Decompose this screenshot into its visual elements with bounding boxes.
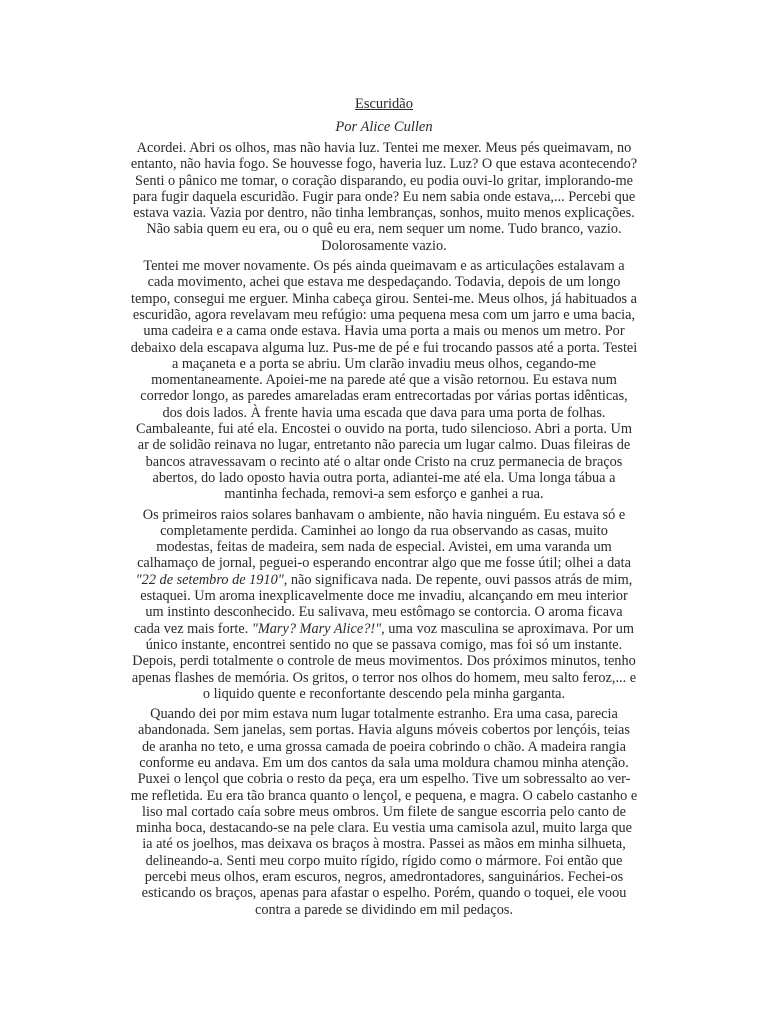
text-line: único instante, encontrei sentido no que se passava comigo, mas foi só um instante. <box>145 636 623 653</box>
paragraph <box>100 140 668 254</box>
document-body <box>100 140 668 918</box>
text-line: escuridão, agora revelavam meu refúgio: uma pequena mesa com um jarro e uma bacia, <box>132 306 636 323</box>
text-line: um instinto desconhecido. Eu salivava, meu estômago se contorcia. O aroma ficava <box>145 604 623 621</box>
text-line: cada vez mais forte. "Mary? Mary Alice?!", uma voz masculina se aproximava. Por um <box>133 620 635 637</box>
text-line: Dolorosamente vazio. <box>321 237 447 254</box>
text-line: Depois, perdi totalmente o controle de meus movimentos. Dos próximos minutos, tenho <box>132 653 636 670</box>
text-line: "22 de setembro de 1910", não significava nada. De repente, ouvi passos atrás de mim, <box>135 571 633 588</box>
text-line: me refletida. Eu era tão branca quanto o lençol, e pequena, e magra. O cabelo castanho e <box>130 787 638 804</box>
text-line: modestas, feitas de madeira, sem nada de especial. Avistei, em uma varanda um <box>156 539 612 556</box>
text-line: Não sabia quem eu era, ou o quê eu era, nem sequer um nome. Tudo branco, vazio. <box>146 221 622 238</box>
quoted-italic-text: "22 de setembro de 1910" <box>135 571 284 588</box>
text-line: abertos, do lado oposto havia outra porta, adiantei-me até ela. Uma longa tábua a <box>152 469 616 486</box>
text-line: corredor longo, as paredes amareladas eram entrecortadas por várias portas idênticas, <box>140 388 628 405</box>
text-line: Quando dei por mim estava num lugar totalmente estranho. Era uma casa, parecia <box>150 706 618 723</box>
paragraph <box>100 507 668 703</box>
text-line: estaquei. Um aroma inexplicavelmente doce me invadiu, alcançando em meu interior <box>140 588 628 605</box>
paragraph <box>100 706 668 918</box>
text-line: bancos atravessavam o recinto até o altar onde Cristo na cruz permanecia de braços <box>145 453 623 470</box>
text-line: delineando-a. Senti meu corpo muito rígido, rígido como o mármore. Foi então que <box>145 852 623 869</box>
text-line: minha boca, destacando-se na pele clara. Eu vestia uma camisola azul, muito larga que <box>136 820 632 837</box>
paragraph <box>100 258 668 502</box>
text-line: uma cadeira e a cama onde estava. Havia uma porta a mais ou menos um metro. Por <box>143 323 625 340</box>
text-line: abandonada. Sem janelas, sem portas. Havia alguns móveis cobertos por lençóis, teias <box>138 722 630 739</box>
text-line: cada movimento, achei que estava me despedaçando. Todavia, depois de um longo <box>147 274 621 291</box>
text-line: o liquido quente e reconfortante descendo pela minha garganta. <box>202 685 566 702</box>
text-line: apenas flashes de memória. Os gritos, o terror nos olhos do homem, meu salto feroz,... e <box>131 669 637 686</box>
text-line: esticando os braços, apenas para afastar o espelho. Porém, quando o toquei, ele voou <box>141 885 627 902</box>
text-line: Os primeiros raios solares banhavam o ambiente, não havia ninguém. Eu estava só e <box>142 506 626 523</box>
text-line: completamente perdida. Caminhei ao longo da rua observando as casas, muito <box>160 522 608 539</box>
text-line: liso mal cortado caía sobre meus ombros. Um filete de sangue escorria pelo canto de <box>142 803 626 820</box>
text-line: debaixo dela escapava alguma luz. Pus-me de pé e fui trocando passos até a porta. Testei <box>130 339 638 356</box>
text-line: a maçaneta e a porta se abriu. Um clarão invadiu meus olhos, cegando-me <box>172 355 596 372</box>
text-line: momentaneamente. Apoiei-me na parede até que a visão retornou. Eu estava num <box>151 372 617 389</box>
text-line: Cambaleante, fui até ela. Encostei o ouvido na porta, tudo silencioso. Abri a porta. Um <box>136 421 632 438</box>
text-line: Tentei me mover novamente. Os pés ainda queimavam e as articulações estalavam a <box>143 258 625 275</box>
document-author: Por Alice Cullen <box>335 119 433 135</box>
text-line: Senti o pânico me tomar, o coração disparando, eu podia ouvi-lo gritar, implorando-me <box>135 172 633 189</box>
document-title: Escuridão <box>355 96 413 112</box>
text-line: Acordei. Abri os olhos, mas não havia luz. Tentei me mexer. Meus pés queimavam, no <box>136 140 632 156</box>
text-line: percebi meus olhos, eram escuros, negros, amedrontadores, sanguinários. Fechei-os <box>144 869 624 886</box>
text-line: tempo, consegui me erguer. Minha cabeça girou. Sentei-me. Meus olhos, já habituados a <box>131 290 637 307</box>
text-line: contra a parede se dividindo em mil pedaços. <box>254 901 514 918</box>
text-line: entanto, não havia fogo. Se houvesse fogo, haveria luz. Luz? O que estava acontecendo? <box>130 156 638 173</box>
document-page <box>100 94 668 922</box>
text-line: calhamaço de jornal, peguei-o esperando encontrar algo que me fosse útil; olhei a data <box>137 555 631 572</box>
text-line: dos dois lados. À frente havia uma escada que dava para uma porta de folhas. <box>162 404 606 421</box>
text-line: estava vazia. Vazia por dentro, não tinha lembranças, sonhos, muito menos explicações. <box>133 205 635 222</box>
text-line: conforme eu andava. Em um dos cantos da sala uma moldura chamou minha atenção. <box>139 754 629 771</box>
text-line: ar de solidão reinava no lugar, entretanto não parecia um lugar calmo. Duas fileiras de <box>137 437 631 454</box>
text-line: ia até os joelhos, mas deixava os braços à mostra. Passei as mãos em minha silhueta, <box>142 836 626 853</box>
text-line: de aranha no teto, e uma grossa camada de poeira cobrindo o chão. A madeira rangia <box>142 738 626 755</box>
text-line: para fugir daquela escuridão. Fugir para onde? Eu nem sabia onde estava,... Percebi que <box>132 188 636 205</box>
text-line: mantinha fechada, removi-a sem esforço e ganhei a rua. <box>224 486 544 503</box>
text-line: Puxei o lençol que cobria o resto da peça, era um espelho. Tive um sobressalto ao ver- <box>137 771 631 788</box>
quoted-italic-text: "Mary? Mary Alice?!" <box>251 620 382 637</box>
